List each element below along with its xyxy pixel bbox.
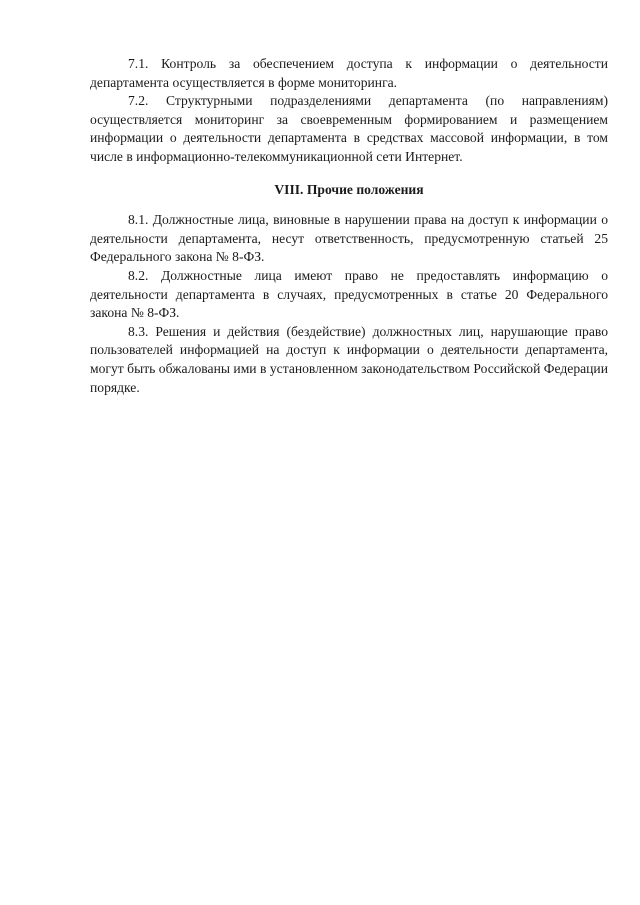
paragraph-8-2: 8.2. Должностные лица имеют право не предоставлять информацию о деятельности департамента в случаях, предусмотренных в статье 20 Федерального закона № 8-ФЗ.	[90, 267, 608, 321]
paragraph-7-2: 7.2. Структурными подразделениями департамента (по направлениям) осуществляется мониторинг за своевременным формированием и размещением информации о деятельности департамента в средствах массовой информации, в том числе в информационно-телекоммуникационной сети Интернет.	[90, 93, 608, 164]
section-heading: VIII. Прочие положения	[274, 181, 424, 197]
paragraph-8-3: 8.3. Решения и действия (бездействие) должностных лиц, нарушающие право пользователей информацией на доступ к информации о деятельности департамента, могут быть обжалованы ими в установленном законодательством Российской Федерации порядке.	[90, 323, 608, 395]
paragraph-8-1: 8.1. Должностные лица, виновные в нарушении права на доступ к информации о деятельности департамента, несут ответственность, предусмотренную статьей 25 Федерального закона № 8-ФЗ.	[90, 212, 608, 265]
paragraph-7-1: 7.1. Контроль за обеспечением доступа к информации о деятельности департамента осуществляется в форме мониторинга.	[90, 56, 608, 90]
document-body	[90, 55, 608, 397]
